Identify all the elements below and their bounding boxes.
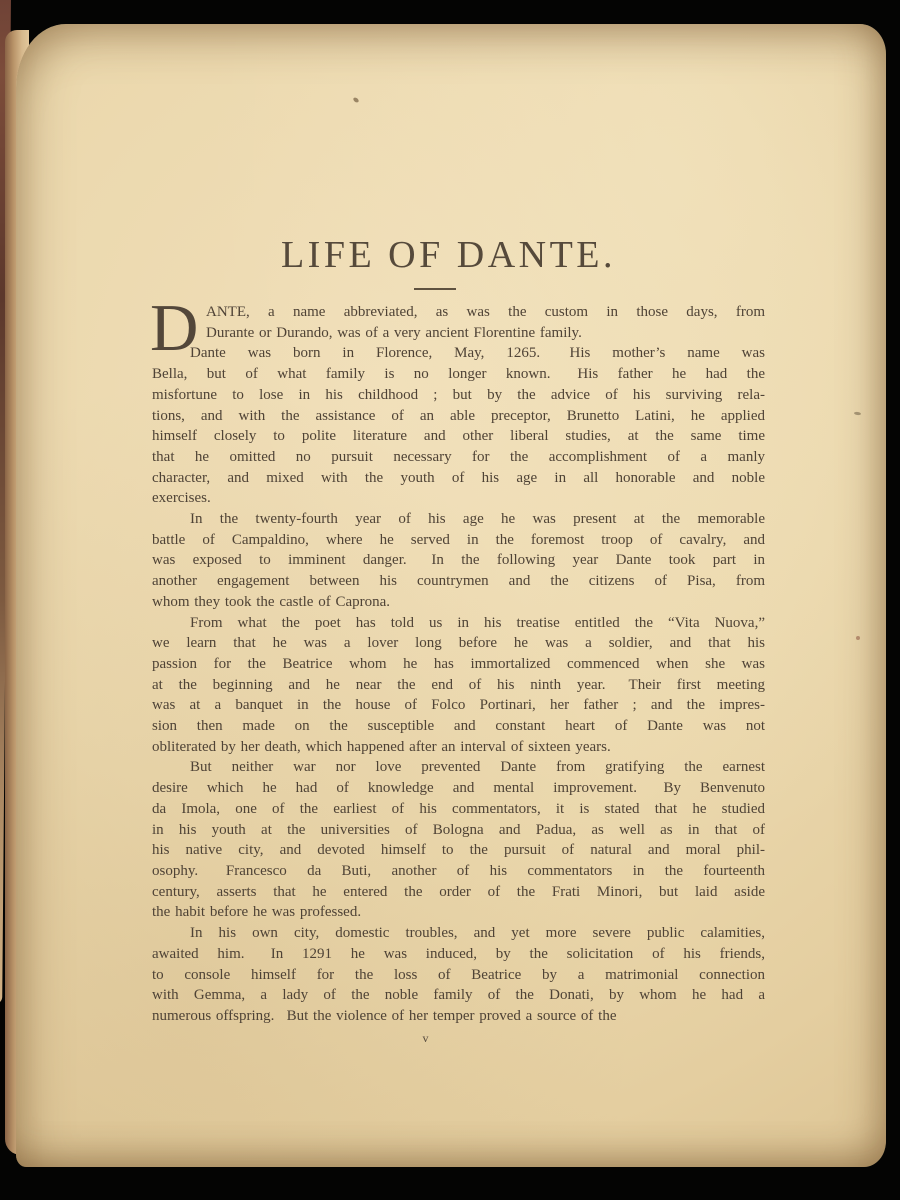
text-line: that he omitted no pursuit necessary for the accomplishment of a manly xyxy=(152,448,765,465)
text-line: Bella, but of what family is no longer known. His father he had the xyxy=(152,366,765,383)
text-line: the habit before he was professed. xyxy=(152,904,362,921)
paragraph xyxy=(152,343,765,509)
paragraph xyxy=(152,509,765,613)
page-title: LIFE OF DANTE. xyxy=(280,234,617,276)
text-line: numerous offspring. But the violence of her temper proved a source of the xyxy=(152,1007,617,1024)
text-line: another engagement between his countrymen and the citizens of Pisa, from xyxy=(152,573,765,590)
text-line: awaited him. In 1291 he was induced, by the solicitation of his friends, xyxy=(152,945,765,962)
paragraph xyxy=(152,757,765,923)
title-divider xyxy=(414,288,456,290)
page-content xyxy=(152,236,765,1045)
text-line: his native city, and devoted himself to the pursuit of natural and moral phil- xyxy=(152,842,765,859)
text-line: ANTE, a name abbreviated, as was the custom in those days, from xyxy=(206,304,765,320)
text-line: whom they took the castle of Caprona. xyxy=(152,593,391,610)
text-line: century, asserts that he entered the order of the Frati Minori, but laid aside xyxy=(152,883,765,900)
text-line: tions, and with the assistance of an able preceptor, Brunetto Latini, he applied xyxy=(152,407,765,424)
text-line: in his youth at the universities of Bologna and Padua, as well as in that of xyxy=(152,821,765,838)
text-line: exercises. xyxy=(152,490,211,507)
text-line: osophy. Francesco da Buti, another of his commentators in the fourteenth xyxy=(152,862,765,879)
paragraph xyxy=(152,613,765,758)
text-line: was at a banquet in the house of Folco Portinari, her father ; and the impres- xyxy=(152,697,765,714)
text-line: sion then made on the susceptible and constant heart of Dante was not xyxy=(152,718,765,735)
page-number: v xyxy=(422,1030,429,1045)
paragraph xyxy=(152,923,765,1027)
text-line: obliterated by her death, which happened after an interval of sixteen years. xyxy=(152,738,611,755)
text-line: himself closely to polite literature and other liberal studies, at the same time xyxy=(152,428,765,445)
drop-cap: D xyxy=(150,291,199,365)
paper-speck xyxy=(352,97,359,104)
text-line: From what the poet has told us in his treatise entitled the “Vita Nuova,” xyxy=(190,614,765,631)
text-line: Durante or Durando, was of a very ancient Florentine family. xyxy=(206,324,582,341)
text-line: But neither war nor love prevented Dante from gratifying the earnest xyxy=(190,759,765,776)
text-line: desire which he had of knowledge and mental improvement. By Benvenuto xyxy=(152,780,765,797)
text-line: character, and mixed with the youth of his age in all honorable and noble xyxy=(152,469,765,486)
book-page xyxy=(16,24,886,1167)
paper-speck xyxy=(856,636,860,640)
text-line: Dante was born in Florence, May, 1265. His mother’s name was xyxy=(190,345,765,362)
text-line: we learn that he was a lover long before he was a soldier, and that his xyxy=(152,635,765,652)
text-line: was exposed to imminent danger. In the following year Dante took part in xyxy=(152,552,765,569)
text-line: In the twenty-fourth year of his age he was present at the memorable xyxy=(190,511,765,528)
text-line: to console himself for the loss of Beatrice by a matrimonial connection xyxy=(152,966,765,983)
text-line: battle of Campaldino, where he served in the foremost troop of cavalry, and xyxy=(152,531,765,548)
text-line: at the beginning and he near the end of his ninth year. Their first meeting xyxy=(152,676,765,693)
text-line: with Gemma, a lady of the noble family of the Donati, by whom he had a xyxy=(152,987,765,1004)
text-line: In his own city, domestic troubles, and yet more severe public calamities, xyxy=(190,925,765,942)
text-line: da Imola, one of the earliest of his commentators, it is stated that he studied xyxy=(152,800,765,817)
text-line: passion for the Beatrice whom he has immortalized commenced when she was xyxy=(152,655,765,672)
paper-speck xyxy=(854,412,861,416)
text-line: misfortune to lose in his childhood ; but by the advice of his surviving rela- xyxy=(152,386,765,403)
body-text xyxy=(150,291,765,1027)
